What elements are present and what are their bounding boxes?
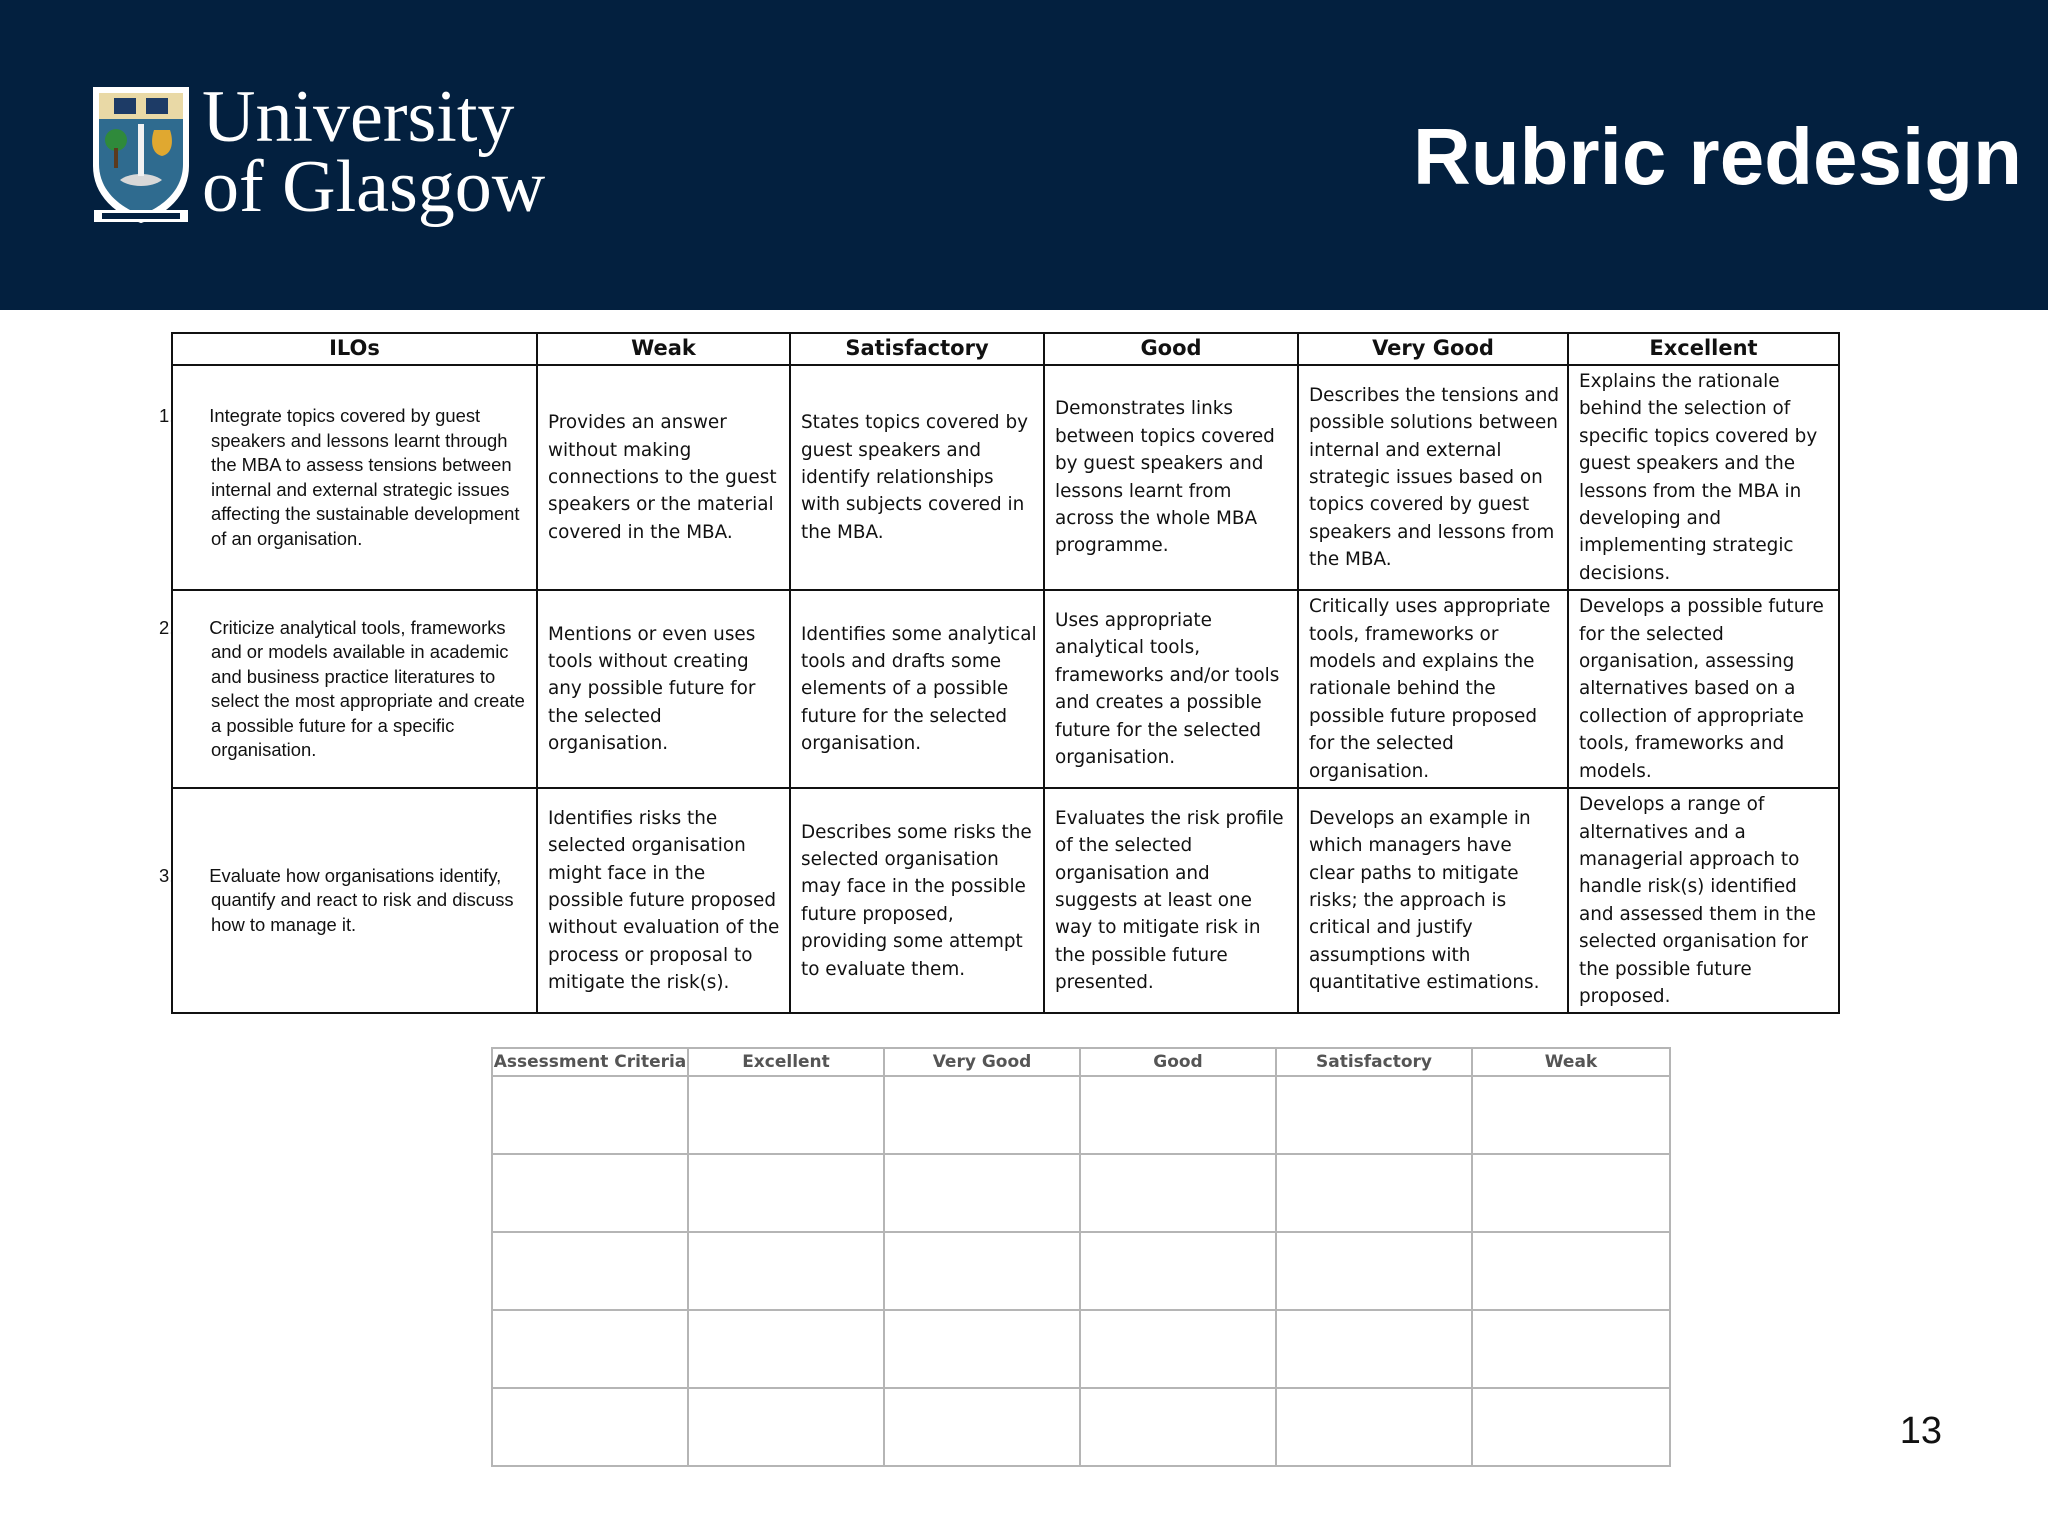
empty-cell (1472, 1076, 1670, 1154)
empty-cell (492, 1076, 688, 1154)
column-header-weak: Weak (1472, 1048, 1670, 1076)
page-number: 13 (1899, 1410, 1942, 1452)
empty-cell (688, 1232, 884, 1310)
empty-cell (688, 1154, 884, 1232)
slide-title: Rubric redesign (1412, 112, 2022, 201)
excellent-cell: Develops a possible future for the selected organisation, assessing alternatives based on a collection of appropriate tools, frameworks and models. (1568, 590, 1839, 788)
empty-cell (688, 1388, 884, 1466)
university-logo (90, 76, 550, 232)
empty-cell (492, 1232, 688, 1310)
very-good-cell: Critically uses appropriate tools, frameworks or models and explains the rationale behind the possible future proposed for the selected organisation. (1298, 590, 1568, 788)
column-header-assessment-criteria: Assessment Criteria (492, 1048, 688, 1076)
empty-cell (492, 1154, 688, 1232)
empty-cell (1080, 1388, 1276, 1466)
empty-cell (884, 1388, 1080, 1466)
ilo-cell (159, 590, 537, 788)
empty-table-row (492, 1388, 1670, 1466)
excellent-cell: Explains the rationale behind the selection of specific topics covered by guest speakers and the lessons from the MBA in developing and implementing strategic decisions. (1568, 365, 1839, 590)
crest-icon (90, 84, 192, 226)
empty-cell (1276, 1388, 1472, 1466)
empty-cell (688, 1310, 884, 1388)
good-cell: Evaluates the risk profile of the selected organisation and suggests at least one way to mitigate risk in the possible future presented. (1044, 788, 1298, 1013)
empty-table-row (492, 1076, 1670, 1154)
column-header-weak: Weak (537, 333, 790, 365)
empty-cell (492, 1388, 688, 1466)
empty-cell (1472, 1310, 1670, 1388)
table-row (172, 788, 1839, 1013)
ilo-number: 1. (159, 405, 175, 427)
empty-cell (1276, 1076, 1472, 1154)
slide-header (0, 0, 2048, 310)
column-header-very-good: Very Good (884, 1048, 1080, 1076)
satisfactory-cell: Describes some risks the selected organisation may face in the possible future proposed, providing some attempt to evaluate them. (790, 788, 1044, 1013)
column-header-good: Good (1044, 333, 1298, 365)
empty-table-row (492, 1232, 1670, 1310)
empty-cell (1472, 1232, 1670, 1310)
good-cell: Demonstrates links between topics covered by guest speakers and lessons learnt from across the whole MBA programme. (1044, 365, 1298, 590)
empty-cell (1472, 1154, 1670, 1232)
empty-cell (1080, 1232, 1276, 1310)
empty-cell (1472, 1388, 1670, 1466)
empty-cell (1080, 1154, 1276, 1232)
ilo-text: Integrate topics covered by guest speakers and lessons learnt through the MBA to assess tensions between internal and external strategic issues affecting the sustainable development of an organisation. (209, 405, 520, 549)
empty-table-row (492, 1154, 1670, 1232)
very-good-cell: Describes the tensions and possible solutions between internal and external strategic issues based on topics covered by guest speakers and lessons from the MBA. (1298, 365, 1568, 590)
very-good-cell: Develops an example in which managers have clear paths to mitigate risks; the approach is critical and justify assumptions with quantitative estimations. (1298, 788, 1568, 1013)
template-header-row (492, 1048, 1670, 1076)
empty-cell (884, 1076, 1080, 1154)
column-header-very-good: Very Good (1298, 333, 1568, 365)
logo-wordmark (202, 76, 546, 228)
table-row (172, 590, 1839, 788)
ilo-number: 3. (159, 864, 175, 886)
column-header-satisfactory: Satisfactory (1276, 1048, 1472, 1076)
empty-cell (492, 1310, 688, 1388)
ilo-text-wrap (159, 864, 530, 938)
weak-cell: Provides an answer without making connections to the guest speakers or the material covered in the MBA. (537, 365, 790, 590)
column-header-excellent: Excellent (1568, 333, 1839, 365)
empty-cell (1276, 1232, 1472, 1310)
empty-cell (1276, 1154, 1472, 1232)
rubric-header-row (172, 333, 1839, 365)
rubric-table (159, 332, 1840, 1014)
satisfactory-cell: Identifies some analytical tools and drafts some elements of a possible future for the selected organisation. (790, 590, 1044, 788)
ilo-number: 2. (159, 616, 175, 638)
weak-cell: Mentions or even uses tools without creating any possible future for the selected organisation. (537, 590, 790, 788)
ilo-cell (159, 788, 537, 1013)
ilo-text: Evaluate how organisations identify, quantify and react to risk and discuss how to manage it. (209, 864, 514, 935)
column-header-ilos: ILOs (172, 333, 537, 365)
good-cell: Uses appropriate analytical tools, frameworks and/or tools and creates a possible future for the selected organisation. (1044, 590, 1298, 788)
empty-cell (688, 1076, 884, 1154)
logo-line-1: University (202, 76, 515, 158)
empty-table-row (492, 1310, 1670, 1388)
weak-cell: Identifies risks the selected organisation might face in the possible future proposed without evaluation of the process or proposal to mitigate the risk(s). (537, 788, 790, 1013)
ilo-text-wrap (159, 616, 530, 763)
ilo-text-wrap (159, 404, 530, 551)
logo-line-2: of Glasgow (202, 146, 546, 228)
empty-cell (1080, 1310, 1276, 1388)
empty-cell (884, 1154, 1080, 1232)
ilo-cell (159, 365, 537, 590)
empty-cell (884, 1310, 1080, 1388)
empty-cell (1276, 1310, 1472, 1388)
blank-criteria-table (491, 1047, 1671, 1467)
table-row (172, 365, 1839, 590)
column-header-excellent: Excellent (688, 1048, 884, 1076)
empty-cell (884, 1232, 1080, 1310)
excellent-cell: Develops a range of alternatives and a managerial approach to handle risk(s) identified and assessed them in the selected organisation for the possible future proposed. (1568, 788, 1839, 1013)
empty-cell (1080, 1076, 1276, 1154)
satisfactory-cell: States topics covered by guest speakers and identify relationships with subjects covered in the MBA. (790, 365, 1044, 590)
column-header-satisfactory: Satisfactory (790, 333, 1044, 365)
column-header-good: Good (1080, 1048, 1276, 1076)
ilo-text: Criticize analytical tools, frameworks and or models available in academic and business practice literatures to select the most appropriate and create a possible future for a specific organisation. (209, 616, 525, 761)
